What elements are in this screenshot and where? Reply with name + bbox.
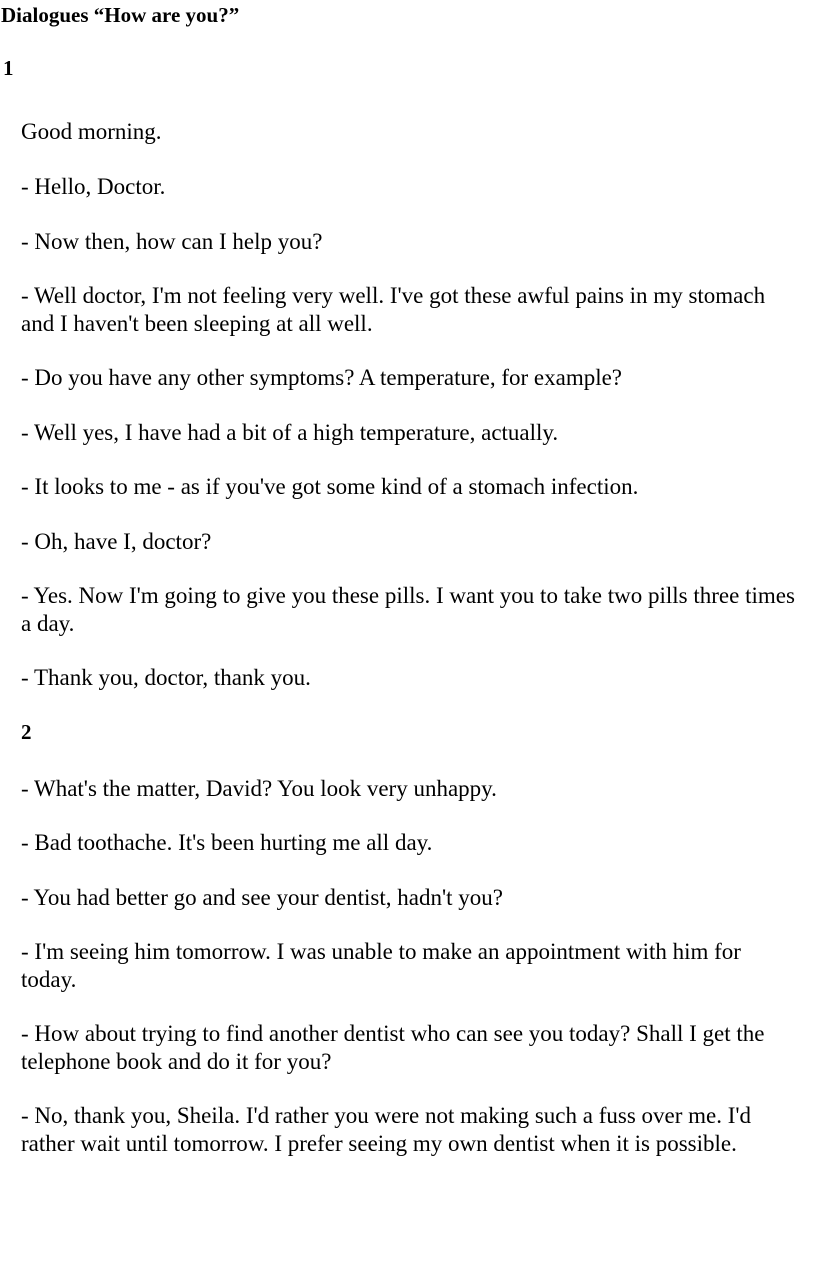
dialogue-line: Good morning.: [21, 119, 162, 144]
dialogue-line: - You had better go and see your dentist, hadn't you?: [21, 885, 503, 910]
dialogue-line: - Do you have any other symptoms? A temperature, for example?: [21, 365, 623, 390]
section-number: 2: [21, 720, 32, 744]
dialogue-line: - Hello, Doctor.: [21, 174, 166, 199]
section-number: 1: [3, 56, 14, 80]
dialogue-line: - I'm seeing him tomorrow. I was unable to make an appointment with him for today.: [21, 939, 741, 992]
dialogue-line: - No, thank you, Sheila. I'd rather you were not making such a fuss over me. I'd rather wait until tomorrow. I prefer seeing my own dentist when it is possible.: [21, 1103, 752, 1156]
dialogue-line: - Bad toothache. It's been hurting me all day.: [21, 830, 433, 855]
dialogue-line: - What's the matter, David? You look very unhappy.: [21, 776, 497, 801]
dialogue-line: - Yes. Now I'm going to give you these pills. I want you to take two pills three times a day.: [21, 583, 795, 636]
dialogue-line: - Oh, have I, doctor?: [21, 529, 212, 554]
dialogue-line: - Well doctor, I'm not feeling very well. I've got these awful pains in my stomach and I haven't been sleeping at all well.: [21, 283, 766, 336]
document-title: Dialogues “How are you?”: [1, 3, 240, 27]
dialogue-line: - Well yes, I have had a bit of a high temperature, actually.: [21, 420, 559, 445]
dialogue-line: - Now then, how can I help you?: [21, 229, 323, 254]
dialogue-line: - Thank you, doctor, thank you.: [21, 665, 311, 690]
dialogue-line: - How about trying to find another dentist who can see you today? Shall I get the telephone book and do it for you?: [21, 1021, 765, 1074]
dialogue-line: - It looks to me - as if you've got some kind of a stomach infection.: [21, 474, 639, 499]
